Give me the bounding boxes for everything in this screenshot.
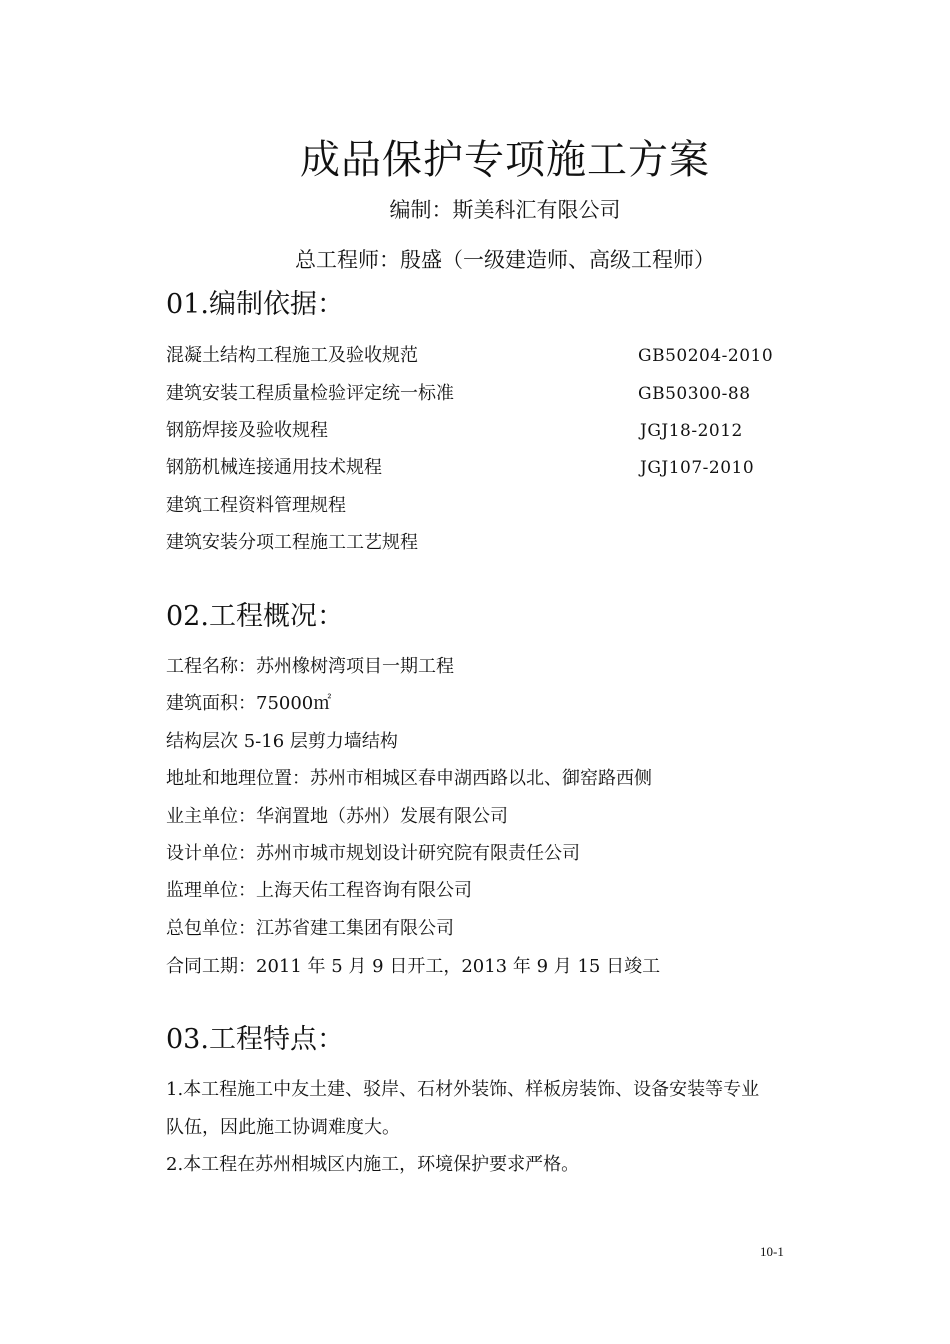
section-heading-basis: 01.编制依据：: [166, 289, 344, 320]
page-number: 10-1: [760, 1244, 784, 1259]
section-heading-features: 03.工程特点：: [166, 1024, 344, 1055]
overview-line: 结构层次 5-16 层剪力墙结构: [166, 731, 398, 752]
overview-line: 合同工期：2011 年 5 月 9 日开工，2013 年 9 月 15 日竣工: [166, 956, 661, 977]
overview-line: 业主单位：华润置地（苏州）发展有限公司: [166, 806, 508, 827]
basis-item-name: 建筑安装分项工程施工工艺规程: [166, 532, 418, 553]
basis-item-name: 钢筋机械连接通用技术规程: [166, 457, 382, 478]
chief-engineer: 总工程师：殷盛（一级建造师、高级工程师）: [295, 248, 715, 272]
features-line: 队伍，因此施工协调难度大。: [166, 1117, 400, 1138]
basis-item-name: 钢筋焊接及验收规程: [166, 420, 328, 441]
features-line: 2.本工程在苏州相城区内施工，环境保护要求严格。: [166, 1154, 580, 1175]
features-line: 1.本工程施工中友土建、驳岸、石材外装饰、样板房装饰、设备安装等专业: [166, 1079, 760, 1100]
basis-item-name: 建筑安装工程质量检验评定统一标准: [166, 383, 454, 404]
basis-item-code: JGJ18-2012: [640, 421, 743, 441]
basis-item-code: GB50300-88: [638, 384, 751, 404]
overview-line: 地址和地理位置：苏州市相城区春申湖西路以北、御窑路西侧: [166, 768, 652, 789]
overview-line: 监理单位：上海天佑工程咨询有限公司: [166, 880, 472, 901]
document-title: 成品保护专项施工方案: [300, 136, 710, 183]
basis-item-name: 建筑工程资料管理规程: [166, 495, 346, 516]
overview-line: 总包单位：江苏省建工集团有限公司: [166, 918, 454, 939]
compiled-by: 编制：斯美科汇有限公司: [389, 198, 621, 222]
overview-line: 工程名称：苏州橡树湾项目一期工程: [166, 656, 454, 677]
overview-line: 设计单位：苏州市城市规划设计研究院有限责任公司: [166, 843, 580, 864]
basis-item-code: GB50204-2010: [638, 346, 774, 366]
basis-item-name: 混凝土结构工程施工及验收规范: [166, 345, 418, 366]
basis-item-code: JGJ107-2010: [640, 458, 755, 478]
overview-line: 建筑面积：75000㎡: [166, 693, 332, 714]
section-heading-overview: 02.工程概况：: [166, 601, 344, 632]
